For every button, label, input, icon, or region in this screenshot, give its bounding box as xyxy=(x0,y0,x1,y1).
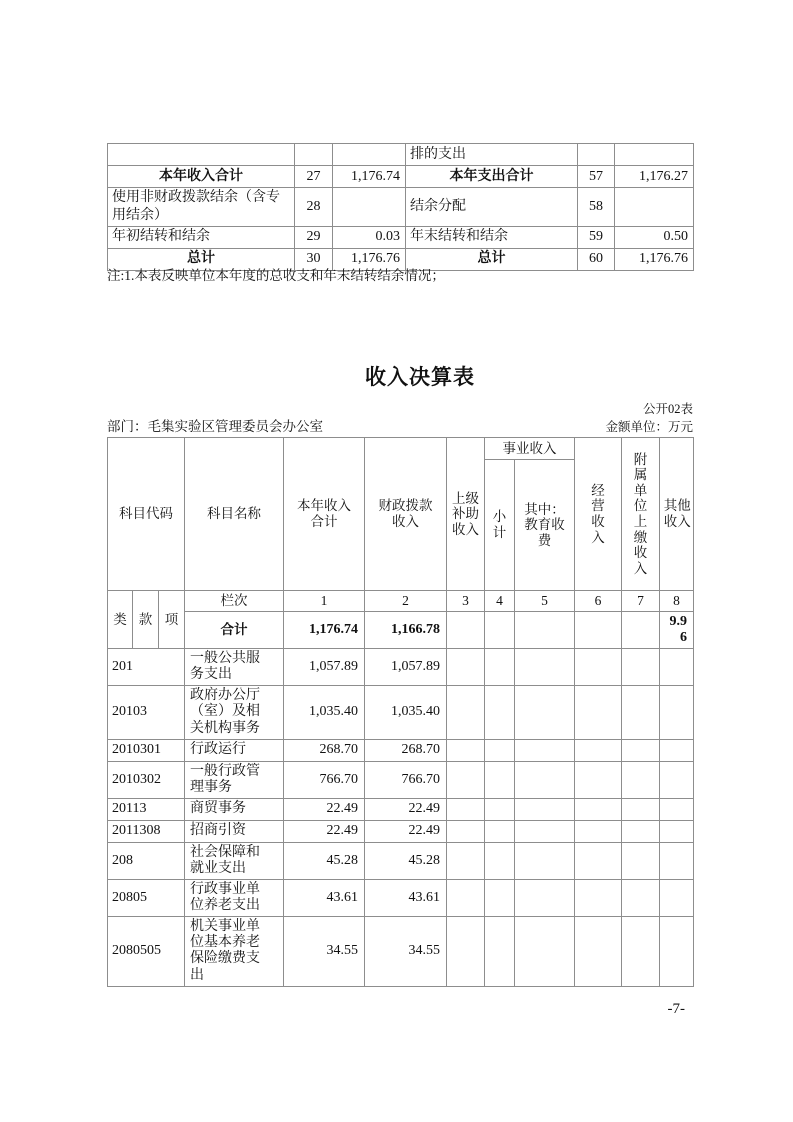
value-cell xyxy=(622,761,660,798)
left-line-no: 27 xyxy=(295,166,333,188)
income-row xyxy=(108,798,694,820)
value-cell xyxy=(485,761,515,798)
value-cell: 1,035.40 xyxy=(284,686,365,739)
income-statement-table xyxy=(107,437,694,987)
right-item-label: 结余分配 xyxy=(406,188,578,227)
value-cell xyxy=(485,798,515,820)
value-cell xyxy=(485,739,515,761)
value-cell xyxy=(485,880,515,917)
left-amount xyxy=(333,188,406,227)
value-cell: 22.49 xyxy=(365,798,447,820)
subject-name-text: 机关事业单位基本养老保险缴费支出 xyxy=(190,919,261,983)
left-line-no: 28 xyxy=(295,188,333,227)
expenditure-summary-table xyxy=(107,143,694,271)
subject-name-text: 行政运行 xyxy=(190,742,247,758)
value-cell xyxy=(447,798,485,820)
column-number: 1 xyxy=(284,591,365,612)
income-header-row-1 xyxy=(108,438,694,460)
left-item-label: 本年收入合计 xyxy=(108,166,295,188)
subject-name-text: 一般公共服务支出 xyxy=(190,651,261,683)
total-income-header: 本年收入合计 xyxy=(284,438,365,591)
value-cell xyxy=(447,820,485,842)
right-amount: 0.50 xyxy=(615,226,694,248)
value-cell xyxy=(447,739,485,761)
summary-row xyxy=(108,166,694,188)
amount-unit-label: 金额单位：万元 xyxy=(605,420,693,434)
right-amount xyxy=(615,144,694,166)
value-cell xyxy=(485,917,515,986)
affiliated-unit-income-header: 附属单位上缴收入 xyxy=(622,438,660,591)
subject-code-cell: 20805 xyxy=(108,880,185,917)
right-item-label: 总计 xyxy=(406,248,578,270)
totals-value xyxy=(447,612,485,649)
value-cell: 22.49 xyxy=(365,820,447,842)
income-row xyxy=(108,686,694,739)
summary-row xyxy=(108,144,694,166)
value-cell xyxy=(575,739,622,761)
value-cell: 43.61 xyxy=(284,880,365,917)
totals-value: 1,176.74 xyxy=(284,612,365,649)
page-title: 收入决算表 xyxy=(365,366,475,389)
value-cell xyxy=(660,842,694,879)
value-cell xyxy=(447,649,485,686)
column-index-row xyxy=(108,591,694,612)
subject-name-text: 政府办公厅（室）及相关机构事务 xyxy=(190,688,261,736)
left-amount xyxy=(333,144,406,166)
value-cell xyxy=(515,798,575,820)
totals-label: 合计 xyxy=(185,612,284,649)
totals-value xyxy=(515,612,575,649)
subject-name-cell xyxy=(185,880,284,917)
superior-subsidy-income-header: 上级补助收入 xyxy=(447,438,485,591)
education-fees-header: 其中：教育收费 xyxy=(515,460,575,591)
left-item-label: 使用非财政拨款结余（含专用结余） xyxy=(108,188,295,227)
value-cell xyxy=(515,842,575,879)
value-cell xyxy=(447,686,485,739)
subject-name-cell xyxy=(185,917,284,986)
value-cell xyxy=(515,880,575,917)
subject-code-cell: 2011308 xyxy=(108,820,185,842)
subject-name-header: 科目名称 xyxy=(185,438,284,591)
subject-code-cell: 20103 xyxy=(108,686,185,739)
value-cell xyxy=(622,880,660,917)
other-income-header: 其他收入 xyxy=(660,438,694,591)
value-cell xyxy=(622,649,660,686)
department-line xyxy=(107,415,693,435)
left-item-label: 年初结转和结余 xyxy=(108,226,295,248)
column-number: 3 xyxy=(447,591,485,612)
value-cell xyxy=(575,880,622,917)
department-label: 部门：毛集实验区管理委员会办公室 xyxy=(107,419,323,434)
subject-name-cell xyxy=(185,842,284,879)
value-cell: 268.70 xyxy=(284,739,365,761)
column-number: 8 xyxy=(660,591,694,612)
value-cell xyxy=(515,686,575,739)
value-cell: 22.49 xyxy=(284,820,365,842)
right-amount xyxy=(615,188,694,227)
page-number: -7- xyxy=(667,1001,685,1017)
left-item-label xyxy=(108,144,295,166)
value-cell xyxy=(515,917,575,986)
column-number: 5 xyxy=(515,591,575,612)
subject-code-cell: 20113 xyxy=(108,798,185,820)
left-amount: 0.03 xyxy=(333,226,406,248)
income-row xyxy=(108,761,694,798)
column-number: 6 xyxy=(575,591,622,612)
subject-code-cell: 201 xyxy=(108,649,185,686)
subject-name-cell xyxy=(185,820,284,842)
right-line-no: 58 xyxy=(578,188,615,227)
subject-code-cell: 2010302 xyxy=(108,761,185,798)
value-cell xyxy=(575,686,622,739)
value-cell xyxy=(515,820,575,842)
value-cell xyxy=(660,880,694,917)
column-number: 4 xyxy=(485,591,515,612)
column-number: 7 xyxy=(622,591,660,612)
value-cell: 268.70 xyxy=(365,739,447,761)
business-income-group-header: 事业收入 xyxy=(485,438,575,460)
income-table-wrap xyxy=(107,437,694,987)
value-cell xyxy=(660,917,694,986)
summary-row xyxy=(108,188,694,227)
value-cell xyxy=(485,842,515,879)
value-cell xyxy=(622,739,660,761)
value-cell: 34.55 xyxy=(365,917,447,986)
value-cell: 43.61 xyxy=(365,880,447,917)
value-cell xyxy=(660,686,694,739)
value-cell xyxy=(622,917,660,986)
value-cell xyxy=(660,820,694,842)
value-cell xyxy=(660,798,694,820)
income-row xyxy=(108,842,694,879)
value-cell xyxy=(515,649,575,686)
income-row xyxy=(108,880,694,917)
totals-value: 1,166.78 xyxy=(365,612,447,649)
subject-name-cell xyxy=(185,739,284,761)
value-cell xyxy=(447,761,485,798)
value-cell xyxy=(660,739,694,761)
subject-name-text: 社会保障和就业支出 xyxy=(190,844,261,876)
left-line-no: 30 xyxy=(295,248,333,270)
value-cell xyxy=(622,820,660,842)
right-line-no: 60 xyxy=(578,248,615,270)
subject-name-cell xyxy=(185,686,284,739)
totals-value xyxy=(575,612,622,649)
subject-code-cell: 208 xyxy=(108,842,185,879)
value-cell xyxy=(660,761,694,798)
subject-name-text: 商贸事务 xyxy=(190,801,247,817)
column-number: 2 xyxy=(365,591,447,612)
left-line-no: 29 xyxy=(295,226,333,248)
totals-value xyxy=(622,612,660,649)
value-cell xyxy=(515,761,575,798)
right-line-no: 57 xyxy=(578,166,615,188)
left-item-label: 总计 xyxy=(108,248,295,270)
value-cell xyxy=(575,798,622,820)
value-cell xyxy=(485,820,515,842)
summary-table-wrap xyxy=(107,143,694,271)
value-cell xyxy=(447,917,485,986)
right-item-label: 本年支出合计 xyxy=(406,166,578,188)
value-cell: 766.70 xyxy=(365,761,447,798)
value-cell: 45.28 xyxy=(365,842,447,879)
value-cell xyxy=(575,761,622,798)
code-item-header: 项 xyxy=(159,591,185,649)
subject-name-text: 一般行政管理事务 xyxy=(190,763,261,795)
subject-name-cell xyxy=(185,761,284,798)
value-cell: 22.49 xyxy=(284,798,365,820)
code-section-header: 款 xyxy=(133,591,159,649)
value-cell xyxy=(575,917,622,986)
income-row xyxy=(108,917,694,986)
subject-name-cell xyxy=(185,798,284,820)
value-cell xyxy=(622,798,660,820)
right-item-label: 排的支出 xyxy=(406,144,578,166)
subject-code-cell: 2010301 xyxy=(108,739,185,761)
value-cell: 1,057.89 xyxy=(284,649,365,686)
subject-code-header: 科目代码 xyxy=(108,438,185,591)
value-cell xyxy=(575,820,622,842)
right-line-no xyxy=(578,144,615,166)
value-cell: 34.55 xyxy=(284,917,365,986)
value-cell xyxy=(575,842,622,879)
value-cell xyxy=(447,842,485,879)
left-amount: 1,176.76 xyxy=(333,248,406,270)
value-cell xyxy=(660,649,694,686)
note-text: 注:1.本表反映单位本年度的总收支和年末结转结余情况； xyxy=(107,268,445,283)
value-cell xyxy=(485,686,515,739)
operating-income-header: 经营收入 xyxy=(575,438,622,591)
value-cell xyxy=(575,649,622,686)
value-cell xyxy=(622,686,660,739)
subject-code-cell: 2080505 xyxy=(108,917,185,986)
right-amount: 1,176.27 xyxy=(615,166,694,188)
subject-name-text: 行政事业单位养老支出 xyxy=(190,882,261,914)
value-cell xyxy=(622,842,660,879)
value-cell xyxy=(485,649,515,686)
value-cell xyxy=(515,739,575,761)
totals-value: 9.96 xyxy=(660,612,694,649)
left-line-no xyxy=(295,144,333,166)
subject-name-text: 招商引资 xyxy=(190,823,247,839)
income-row xyxy=(108,649,694,686)
code-class-header: 类 xyxy=(108,591,133,649)
left-amount: 1,176.74 xyxy=(333,166,406,188)
value-cell xyxy=(447,880,485,917)
business-subtotal-header: 小计 xyxy=(485,460,515,591)
column-row-label: 栏次 xyxy=(185,591,284,612)
right-amount: 1,176.76 xyxy=(615,248,694,270)
totals-value xyxy=(485,612,515,649)
subject-name-cell xyxy=(185,649,284,686)
value-cell: 1,035.40 xyxy=(365,686,447,739)
value-cell: 45.28 xyxy=(284,842,365,879)
right-item-label: 年末结转和结余 xyxy=(406,226,578,248)
value-cell: 1,057.89 xyxy=(365,649,447,686)
fiscal-appropriation-income-header: 财政拨款收入 xyxy=(365,438,447,591)
income-row xyxy=(108,739,694,761)
income-row xyxy=(108,820,694,842)
value-cell: 766.70 xyxy=(284,761,365,798)
table-code-label: 公开02表 xyxy=(642,402,693,416)
summary-row xyxy=(108,226,694,248)
income-totals-row xyxy=(108,612,694,649)
right-line-no: 59 xyxy=(578,226,615,248)
